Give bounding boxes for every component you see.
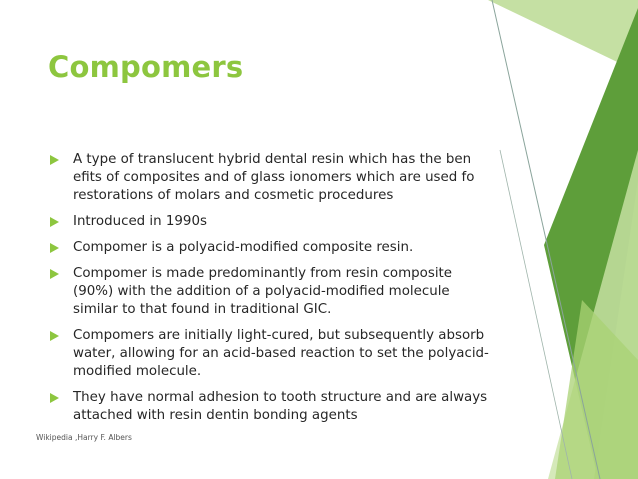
facet-top-light <box>488 0 638 72</box>
bullet-text: A type of translucent hybrid dental resin which has the ben efits of composites and of glass ionomers which are used fo restorations of molars and cosmetic procedures <box>73 152 475 203</box>
bullet-text: Introduced in 1990s <box>73 214 207 229</box>
triangle-right-icon <box>50 331 59 341</box>
triangle-right-icon <box>50 217 59 227</box>
source-footer: Wikipedia ,Harry F. Albers <box>36 433 132 442</box>
bullet-text: They have normal adhesion to tooth structure and are always attached with resin dentin bonding agents <box>73 390 488 423</box>
bullet-item <box>50 327 490 381</box>
bullet-item <box>50 389 490 425</box>
triangle-right-icon <box>50 155 59 165</box>
bullet-text: Compomers are initially light-cured, but subsequently absorb water, allowing for an acid-based reaction to set the polyacid-modified molecule. <box>73 328 489 379</box>
triangle-right-icon <box>50 393 59 403</box>
bullet-item <box>50 151 490 205</box>
triangle-right-icon <box>50 269 59 279</box>
slide-title: Compomers <box>48 50 244 84</box>
bullet-text: Compomer is made predominantly from resin composite (90%) with the addition of a polyacid-modified molecule similar to that found in traditional GIC. <box>73 266 453 317</box>
bullet-item <box>50 239 490 257</box>
triangle-right-icon <box>50 243 59 253</box>
bullet-text: Compomer is a polyacid-modified composite resin. <box>73 240 414 255</box>
bullet-list <box>50 151 490 433</box>
bullet-item <box>50 265 490 319</box>
bullet-item <box>50 213 490 231</box>
